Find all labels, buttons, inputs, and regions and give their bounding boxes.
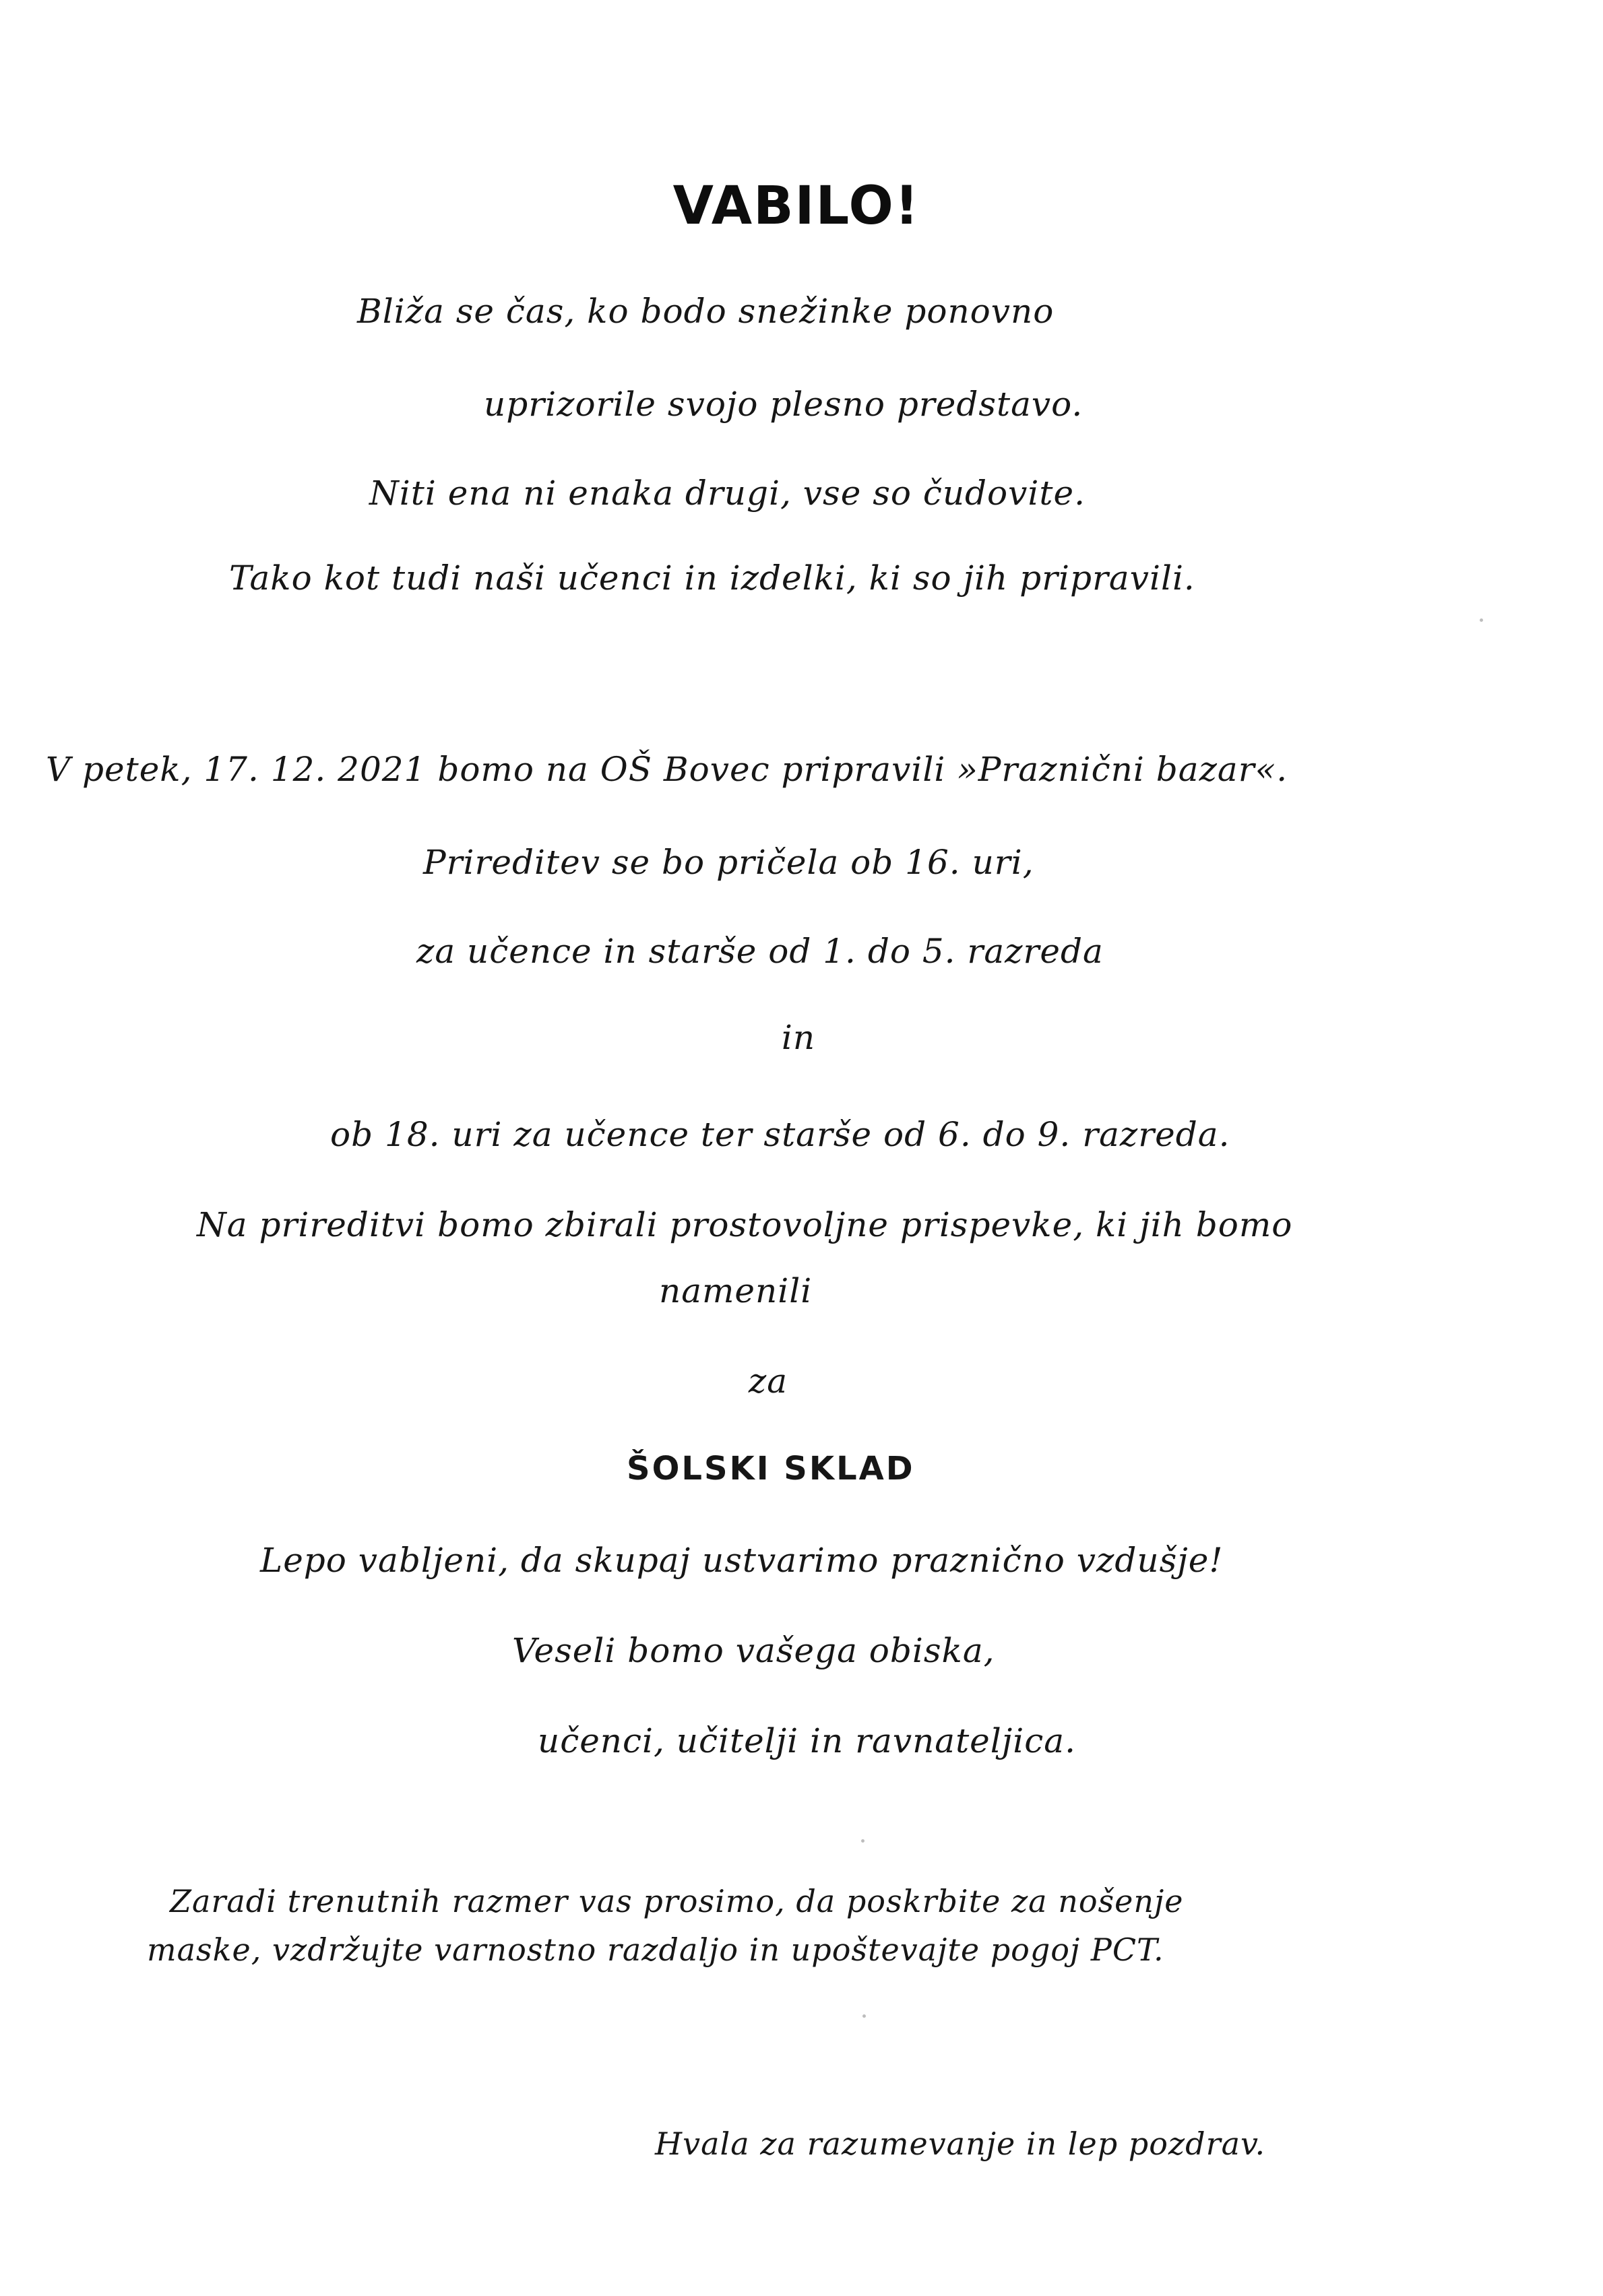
donation-line-2: namenili [659,1271,813,1310]
donation-line-3: za [748,1362,788,1401]
school-fund-heading: ŠOLSKI SKLAD [627,1450,915,1488]
closing-signature: učenci, učitelji in ravnateljica. [538,1721,1076,1760]
intro-line-3: Niti ena ni enaka drugi, vse so čudovite. [369,474,1086,513]
donation-line-1: Na prireditvi bomo zbirali prostovoljne prispevke, ki jih bomo [197,1205,1293,1244]
safety-notice-line-1: Zaradi trenutnih razmer vas prosimo, da poskrbite za nošenje [170,1883,1184,1919]
event-conjunction: in [781,1018,816,1057]
closing-looking-forward: Veseli bomo vašega obiska, [512,1631,995,1670]
paper-speck [862,2014,866,2018]
paper-speck [861,1839,865,1843]
intro-line-4: Tako kot tudi naši učenci in izdelki, ki so jih pripravili. [229,559,1195,598]
event-group-two: ob 18. uri za učence ter starše od 6. do 9. razreda. [330,1115,1230,1154]
intro-line-1: Bliža se čas, ko bodo snežinke ponovno [357,292,1055,331]
intro-line-2: uprizorile svojo plesno predstavo. [484,385,1083,424]
event-announcement: V petek, 17. 12. 2021 bomo na OŠ Bovec pripravili »Praznični bazar«. [46,750,1288,789]
event-start-time: Prireditev se bo pričela ob 16. uri, [423,843,1034,882]
paper-speck [1480,618,1483,622]
event-group-one: za učence in starše od 1. do 5. razreda [416,932,1104,971]
page-title: VABILO! [672,176,920,236]
safety-notice-line-2: maske, vzdržujte varnostno razdaljo in upoštevajte pogoj PCT. [147,1932,1164,1968]
thanks-note: Hvala za razumevanje in lep pozdrav. [655,2126,1266,2162]
closing-invitation: Lepo vabljeni, da skupaj ustvarimo praznično vzdušje! [260,1541,1224,1580]
